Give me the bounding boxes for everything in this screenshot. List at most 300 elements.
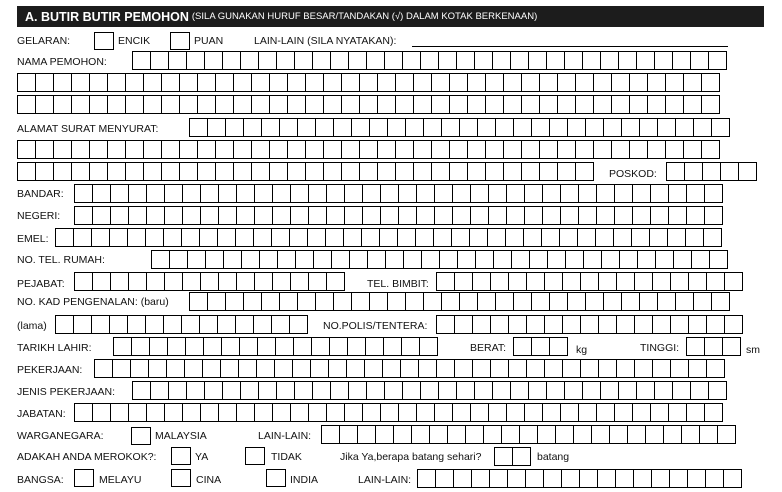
char-box[interactable]: [53, 162, 72, 181]
char-box[interactable]: [645, 425, 664, 444]
char-box[interactable]: [562, 272, 581, 291]
char-box[interactable]: [182, 184, 201, 203]
char-box[interactable]: [321, 425, 340, 444]
char-box[interactable]: [542, 184, 561, 203]
char-box[interactable]: [207, 292, 226, 311]
char-box[interactable]: [294, 381, 313, 400]
char-box[interactable]: [307, 228, 326, 247]
char-box[interactable]: [128, 403, 147, 422]
char-box[interactable]: [341, 162, 360, 181]
char-box[interactable]: [524, 184, 543, 203]
char-box[interactable]: [485, 95, 504, 114]
char-box[interactable]: [130, 359, 149, 378]
char-box[interactable]: [161, 95, 180, 114]
char-box[interactable]: [600, 381, 619, 400]
char-box[interactable]: [419, 337, 438, 356]
char-box[interactable]: [218, 206, 237, 225]
char-box[interactable]: [163, 228, 182, 247]
alamat-boxes-3[interactable]: [17, 162, 593, 181]
char-box[interactable]: [150, 381, 169, 400]
char-box[interactable]: [179, 73, 198, 92]
char-box[interactable]: [289, 228, 308, 247]
char-box[interactable]: [613, 228, 632, 247]
char-box[interactable]: [395, 95, 414, 114]
char-box[interactable]: [164, 272, 183, 291]
char-box[interactable]: [565, 250, 584, 269]
char-box[interactable]: [359, 73, 378, 92]
char-box[interactable]: [465, 425, 484, 444]
char-box[interactable]: [413, 95, 432, 114]
char-box[interactable]: [148, 359, 167, 378]
char-box[interactable]: [128, 272, 147, 291]
char-box[interactable]: [207, 118, 226, 137]
char-box[interactable]: [564, 51, 583, 70]
char-box[interactable]: [125, 162, 144, 181]
char-box[interactable]: [670, 359, 689, 378]
char-box[interactable]: [269, 95, 288, 114]
char-box[interactable]: [704, 337, 723, 356]
bandar-boxes[interactable]: [74, 184, 722, 203]
char-box[interactable]: [506, 184, 525, 203]
char-box[interactable]: [254, 184, 273, 203]
char-box[interactable]: [297, 292, 316, 311]
char-box[interactable]: [441, 118, 460, 137]
char-box[interactable]: [151, 250, 170, 269]
char-box[interactable]: [233, 95, 252, 114]
char-box[interactable]: [441, 292, 460, 311]
char-box[interactable]: [453, 469, 472, 488]
char-box[interactable]: [603, 292, 622, 311]
char-box[interactable]: [521, 140, 540, 159]
char-box[interactable]: [197, 140, 216, 159]
char-box[interactable]: [438, 381, 457, 400]
char-box[interactable]: [667, 228, 686, 247]
char-box[interactable]: [562, 315, 581, 334]
char-box[interactable]: [146, 403, 165, 422]
char-box[interactable]: [92, 403, 111, 422]
char-box[interactable]: [704, 403, 723, 422]
char-box[interactable]: [459, 292, 478, 311]
char-box[interactable]: [261, 118, 280, 137]
char-box[interactable]: [488, 184, 507, 203]
char-box[interactable]: [431, 140, 450, 159]
tel-rumah-boxes[interactable]: [151, 250, 727, 269]
char-box[interactable]: [287, 73, 306, 92]
char-box[interactable]: [384, 51, 403, 70]
char-box[interactable]: [107, 140, 126, 159]
char-box[interactable]: [233, 140, 252, 159]
char-box[interactable]: [506, 403, 525, 422]
char-box[interactable]: [243, 118, 262, 137]
char-box[interactable]: [485, 162, 504, 181]
char-box[interactable]: [542, 403, 561, 422]
melayu-checkbox[interactable]: [74, 469, 94, 487]
char-box[interactable]: [474, 51, 493, 70]
char-box[interactable]: [200, 272, 219, 291]
char-box[interactable]: [420, 51, 439, 70]
char-box[interactable]: [488, 206, 507, 225]
char-box[interactable]: [519, 425, 538, 444]
char-box[interactable]: [377, 140, 396, 159]
char-box[interactable]: [74, 272, 93, 291]
char-box[interactable]: [145, 315, 164, 334]
char-box[interactable]: [598, 272, 617, 291]
char-box[interactable]: [585, 118, 604, 137]
char-box[interactable]: [433, 228, 452, 247]
char-box[interactable]: [179, 162, 198, 181]
char-box[interactable]: [521, 95, 540, 114]
cina-checkbox[interactable]: [171, 469, 191, 487]
char-box[interactable]: [668, 403, 687, 422]
char-box[interactable]: [670, 272, 689, 291]
char-box[interactable]: [489, 469, 508, 488]
char-box[interactable]: [341, 95, 360, 114]
char-box[interactable]: [344, 403, 363, 422]
char-box[interactable]: [510, 51, 529, 70]
char-box[interactable]: [627, 425, 646, 444]
char-box[interactable]: [92, 272, 111, 291]
char-box[interactable]: [596, 403, 615, 422]
char-box[interactable]: [704, 206, 723, 225]
char-box[interactable]: [215, 73, 234, 92]
char-box[interactable]: [616, 272, 635, 291]
char-box[interactable]: [110, 206, 129, 225]
char-box[interactable]: [416, 184, 435, 203]
char-box[interactable]: [315, 118, 334, 137]
char-box[interactable]: [253, 228, 272, 247]
char-box[interactable]: [650, 184, 669, 203]
char-box[interactable]: [575, 140, 594, 159]
char-box[interactable]: [292, 359, 311, 378]
char-box[interactable]: [600, 51, 619, 70]
char-box[interactable]: [665, 95, 684, 114]
char-box[interactable]: [652, 272, 671, 291]
char-box[interactable]: [143, 73, 162, 92]
char-box[interactable]: [603, 118, 622, 137]
char-box[interactable]: [189, 118, 208, 137]
char-box[interactable]: [413, 162, 432, 181]
char-box[interactable]: [632, 403, 651, 422]
char-box[interactable]: [369, 292, 388, 311]
char-box[interactable]: [274, 359, 293, 378]
char-box[interactable]: [711, 118, 730, 137]
char-box[interactable]: [125, 140, 144, 159]
char-box[interactable]: [164, 206, 183, 225]
char-box[interactable]: [331, 250, 350, 269]
char-box[interactable]: [647, 95, 666, 114]
char-box[interactable]: [591, 425, 610, 444]
char-box[interactable]: [647, 140, 666, 159]
polis-boxes[interactable]: [436, 315, 742, 334]
char-box[interactable]: [308, 272, 327, 291]
char-box[interactable]: [199, 315, 218, 334]
char-box[interactable]: [693, 118, 712, 137]
char-box[interactable]: [168, 51, 187, 70]
char-box[interactable]: [507, 469, 526, 488]
india-checkbox[interactable]: [266, 469, 286, 487]
char-box[interactable]: [310, 359, 329, 378]
char-box[interactable]: [221, 337, 240, 356]
char-box[interactable]: [456, 381, 475, 400]
char-box[interactable]: [132, 381, 151, 400]
char-box[interactable]: [92, 206, 111, 225]
char-box[interactable]: [459, 118, 478, 137]
char-box[interactable]: [348, 381, 367, 400]
char-box[interactable]: [257, 337, 276, 356]
char-box[interactable]: [311, 337, 330, 356]
char-box[interactable]: [112, 359, 131, 378]
char-box[interactable]: [233, 162, 252, 181]
char-box[interactable]: [470, 403, 489, 422]
char-box[interactable]: [557, 73, 576, 92]
char-box[interactable]: [326, 206, 345, 225]
char-box[interactable]: [362, 206, 381, 225]
char-box[interactable]: [17, 73, 36, 92]
char-box[interactable]: [508, 272, 527, 291]
char-box[interactable]: [290, 206, 309, 225]
char-box[interactable]: [542, 206, 561, 225]
char-box[interactable]: [402, 381, 421, 400]
char-box[interactable]: [89, 162, 108, 181]
char-box[interactable]: [688, 272, 707, 291]
char-box[interactable]: [706, 315, 725, 334]
char-box[interactable]: [128, 184, 147, 203]
tidak-checkbox[interactable]: [245, 447, 265, 465]
char-box[interactable]: [705, 469, 724, 488]
char-box[interactable]: [492, 381, 511, 400]
char-box[interactable]: [421, 250, 440, 269]
char-box[interactable]: [73, 228, 92, 247]
char-box[interactable]: [503, 162, 522, 181]
ya-checkbox[interactable]: [171, 447, 191, 465]
char-box[interactable]: [387, 118, 406, 137]
char-box[interactable]: [543, 469, 562, 488]
char-box[interactable]: [251, 95, 270, 114]
char-box[interactable]: [109, 315, 128, 334]
char-box[interactable]: [578, 184, 597, 203]
char-box[interactable]: [472, 359, 491, 378]
char-box[interactable]: [35, 95, 54, 114]
char-box[interactable]: [164, 403, 183, 422]
char-box[interactable]: [593, 140, 612, 159]
char-box[interactable]: [704, 184, 723, 203]
char-box[interactable]: [312, 381, 331, 400]
char-box[interactable]: [74, 206, 93, 225]
char-box[interactable]: [367, 250, 386, 269]
char-box[interactable]: [200, 184, 219, 203]
char-box[interactable]: [107, 162, 126, 181]
char-box[interactable]: [225, 118, 244, 137]
char-box[interactable]: [385, 250, 404, 269]
char-box[interactable]: [573, 425, 592, 444]
char-box[interactable]: [487, 228, 506, 247]
char-box[interactable]: [675, 118, 694, 137]
char-box[interactable]: [197, 162, 216, 181]
char-box[interactable]: [251, 73, 270, 92]
char-box[interactable]: [663, 425, 682, 444]
char-box[interactable]: [150, 51, 169, 70]
char-box[interactable]: [616, 315, 635, 334]
char-box[interactable]: [724, 315, 743, 334]
char-box[interactable]: [398, 184, 417, 203]
char-box[interactable]: [167, 337, 186, 356]
char-box[interactable]: [495, 118, 514, 137]
char-box[interactable]: [361, 228, 380, 247]
char-box[interactable]: [434, 403, 453, 422]
char-box[interactable]: [738, 162, 757, 181]
char-box[interactable]: [717, 425, 736, 444]
char-box[interactable]: [467, 73, 486, 92]
char-box[interactable]: [614, 184, 633, 203]
char-box[interactable]: [580, 315, 599, 334]
char-box[interactable]: [672, 51, 691, 70]
char-box[interactable]: [222, 51, 241, 70]
char-box[interactable]: [256, 359, 275, 378]
char-box[interactable]: [269, 73, 288, 92]
char-box[interactable]: [503, 140, 522, 159]
char-box[interactable]: [223, 250, 242, 269]
char-box[interactable]: [652, 359, 671, 378]
char-box[interactable]: [235, 315, 254, 334]
poskod-boxes[interactable]: [666, 162, 756, 181]
char-box[interactable]: [560, 184, 579, 203]
char-box[interactable]: [557, 162, 576, 181]
char-box[interactable]: [294, 51, 313, 70]
char-box[interactable]: [53, 95, 72, 114]
char-box[interactable]: [598, 315, 617, 334]
char-box[interactable]: [233, 73, 252, 92]
char-box[interactable]: [186, 51, 205, 70]
char-box[interactable]: [634, 359, 653, 378]
char-box[interactable]: [577, 228, 596, 247]
char-box[interactable]: [240, 381, 259, 400]
char-box[interactable]: [89, 95, 108, 114]
char-box[interactable]: [601, 250, 620, 269]
char-box[interactable]: [323, 95, 342, 114]
char-box[interactable]: [477, 118, 496, 137]
char-box[interactable]: [364, 359, 383, 378]
char-box[interactable]: [348, 51, 367, 70]
char-box[interactable]: [559, 228, 578, 247]
char-box[interactable]: [621, 118, 640, 137]
char-box[interactable]: [128, 206, 147, 225]
char-box[interactable]: [184, 359, 203, 378]
char-box[interactable]: [362, 403, 381, 422]
char-box[interactable]: [272, 272, 291, 291]
char-box[interactable]: [722, 337, 741, 356]
char-box[interactable]: [629, 140, 648, 159]
char-box[interactable]: [567, 292, 586, 311]
char-box[interactable]: [132, 51, 151, 70]
char-box[interactable]: [652, 315, 671, 334]
char-box[interactable]: [724, 272, 743, 291]
char-box[interactable]: [17, 162, 36, 181]
char-box[interactable]: [110, 403, 129, 422]
char-box[interactable]: [279, 292, 298, 311]
char-box[interactable]: [55, 315, 74, 334]
char-box[interactable]: [539, 73, 558, 92]
char-box[interactable]: [236, 403, 255, 422]
char-box[interactable]: [416, 206, 435, 225]
char-box[interactable]: [243, 292, 262, 311]
char-box[interactable]: [287, 140, 306, 159]
char-box[interactable]: [528, 381, 547, 400]
char-box[interactable]: [544, 359, 563, 378]
char-box[interactable]: [127, 228, 146, 247]
char-box[interactable]: [197, 95, 216, 114]
char-box[interactable]: [185, 337, 204, 356]
char-box[interactable]: [526, 315, 545, 334]
char-box[interactable]: [387, 292, 406, 311]
char-box[interactable]: [109, 228, 128, 247]
char-box[interactable]: [531, 118, 550, 137]
char-box[interactable]: [110, 272, 129, 291]
malaysia-checkbox[interactable]: [131, 427, 151, 445]
berat-boxes[interactable]: [513, 337, 567, 356]
char-box[interactable]: [312, 51, 331, 70]
char-box[interactable]: [474, 381, 493, 400]
encik-checkbox[interactable]: [94, 32, 114, 50]
tel-bimbit-boxes[interactable]: [436, 272, 742, 291]
char-box[interactable]: [326, 272, 345, 291]
char-box[interactable]: [539, 140, 558, 159]
char-box[interactable]: [107, 73, 126, 92]
nama-boxes-3[interactable]: [17, 95, 719, 114]
char-box[interactable]: [651, 469, 670, 488]
char-box[interactable]: [415, 228, 434, 247]
char-box[interactable]: [359, 95, 378, 114]
char-box[interactable]: [323, 73, 342, 92]
char-box[interactable]: [675, 292, 694, 311]
char-box[interactable]: [179, 95, 198, 114]
char-box[interactable]: [53, 140, 72, 159]
char-box[interactable]: [686, 337, 705, 356]
char-box[interactable]: [531, 337, 550, 356]
char-box[interactable]: [236, 206, 255, 225]
char-box[interactable]: [434, 206, 453, 225]
char-box[interactable]: [435, 469, 454, 488]
char-box[interactable]: [164, 184, 183, 203]
char-box[interactable]: [254, 272, 273, 291]
char-box[interactable]: [269, 140, 288, 159]
char-box[interactable]: [107, 95, 126, 114]
char-box[interactable]: [467, 140, 486, 159]
char-box[interactable]: [485, 73, 504, 92]
char-box[interactable]: [91, 315, 110, 334]
jenis-pekerjaan-boxes[interactable]: [132, 381, 726, 400]
char-box[interactable]: [375, 425, 394, 444]
char-box[interactable]: [384, 381, 403, 400]
char-box[interactable]: [277, 250, 296, 269]
char-box[interactable]: [636, 381, 655, 400]
char-box[interactable]: [431, 73, 450, 92]
char-box[interactable]: [681, 425, 700, 444]
char-box[interactable]: [333, 118, 352, 137]
char-box[interactable]: [125, 95, 144, 114]
char-box[interactable]: [537, 425, 556, 444]
char-box[interactable]: [74, 403, 93, 422]
char-box[interactable]: [701, 140, 720, 159]
char-box[interactable]: [380, 184, 399, 203]
char-box[interactable]: [665, 140, 684, 159]
char-box[interactable]: [564, 381, 583, 400]
char-box[interactable]: [271, 315, 290, 334]
char-box[interactable]: [35, 73, 54, 92]
char-box[interactable]: [403, 250, 422, 269]
char-box[interactable]: [218, 184, 237, 203]
char-box[interactable]: [328, 359, 347, 378]
char-box[interactable]: [398, 206, 417, 225]
